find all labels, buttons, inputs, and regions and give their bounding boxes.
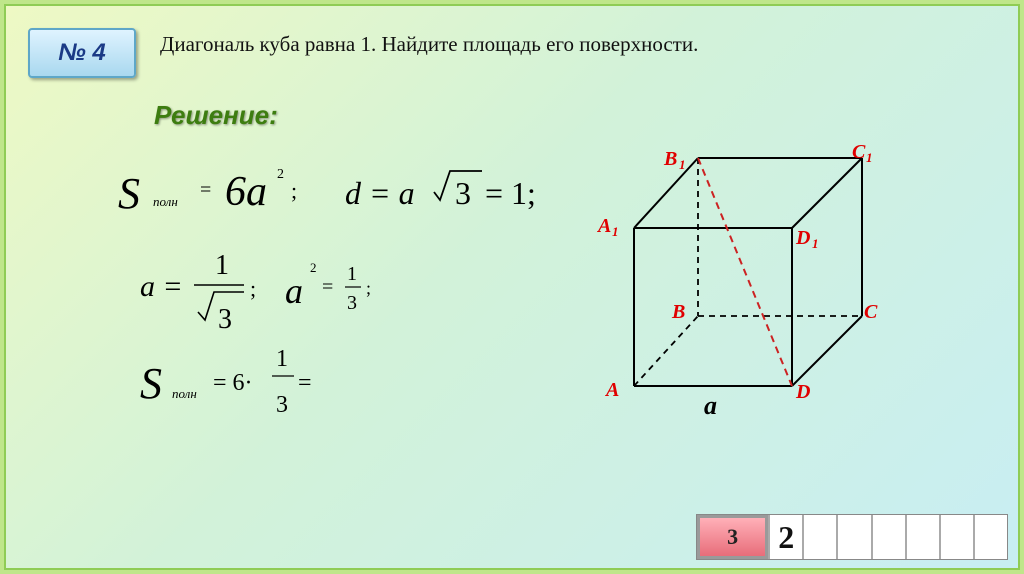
formula-6dot: = 6· xyxy=(213,370,253,396)
edge-D1C1 xyxy=(792,158,862,228)
formula-den3c: 3 xyxy=(276,392,288,418)
formulas xyxy=(0,0,590,460)
answer-cell[interactable] xyxy=(939,515,973,559)
formula-den3: 3 xyxy=(218,304,232,335)
formula-sqrt3: 3 xyxy=(455,175,471,211)
label-D: D xyxy=(796,381,811,403)
formula-S: S xyxy=(118,169,140,218)
edge-DC xyxy=(792,316,862,386)
formula-eq2: = xyxy=(322,276,334,298)
label-A: A xyxy=(606,379,620,401)
formula-sub-poln: полн xyxy=(153,194,178,209)
label-A1: A xyxy=(598,215,612,237)
formula-den3b: 3 xyxy=(347,292,357,314)
label-D1: D xyxy=(796,227,811,249)
answer-button[interactable]: 3 xyxy=(697,515,768,559)
label-A1-sub: 1 xyxy=(612,224,619,239)
cube-figure xyxy=(590,138,890,428)
answer-cell[interactable] xyxy=(905,515,939,559)
formula-sub-poln: полн xyxy=(172,386,197,401)
label-C1-sub: 1 xyxy=(866,150,873,165)
label-D1-sub: 1 xyxy=(812,236,819,251)
formula-num1: 1 xyxy=(215,250,229,281)
formula-num1b: 1 xyxy=(347,263,357,285)
solution-heading: Решение: xyxy=(154,100,278,130)
answer-cell[interactable] xyxy=(871,515,905,559)
answer-bar xyxy=(696,514,1008,560)
formula-semicolon: ; xyxy=(291,178,298,203)
formula-semicolon: ; xyxy=(250,276,257,301)
edge-AB-hidden xyxy=(634,316,698,386)
formula-num1c: 1 xyxy=(276,346,288,372)
label-edge-a: a xyxy=(704,391,717,420)
answer-cell[interactable] xyxy=(836,515,870,559)
formula-semicolon: ; xyxy=(366,278,372,298)
diagonal-B1D xyxy=(698,158,792,386)
answer-cell[interactable] xyxy=(973,515,1007,559)
formula-d: d = a xyxy=(345,175,415,211)
formula-S: S xyxy=(140,359,162,408)
formula-eq3: = xyxy=(298,370,312,396)
formula-eq1: = 1; xyxy=(485,175,536,211)
answer-cell[interactable]: 2 xyxy=(768,515,802,559)
formula-a: a xyxy=(285,271,303,311)
problem-text: Диагональ куба равна 1. Найдите площадь его поверхности. xyxy=(160,32,699,56)
label-B: B xyxy=(672,301,686,323)
answer-cell[interactable] xyxy=(802,515,836,559)
label-B1: B xyxy=(664,148,678,170)
formula-6a: 6a xyxy=(225,169,267,215)
formula-eq: = xyxy=(200,179,212,201)
label-C: C xyxy=(864,301,878,323)
formula-exp2: 2 xyxy=(277,167,284,182)
label-B1-sub: 1 xyxy=(679,157,686,172)
problem-number: № 4 xyxy=(58,39,106,66)
formula-exp2b: 2 xyxy=(310,260,317,275)
label-C1: C xyxy=(852,141,866,163)
formula-a-eq: a = xyxy=(140,270,183,303)
